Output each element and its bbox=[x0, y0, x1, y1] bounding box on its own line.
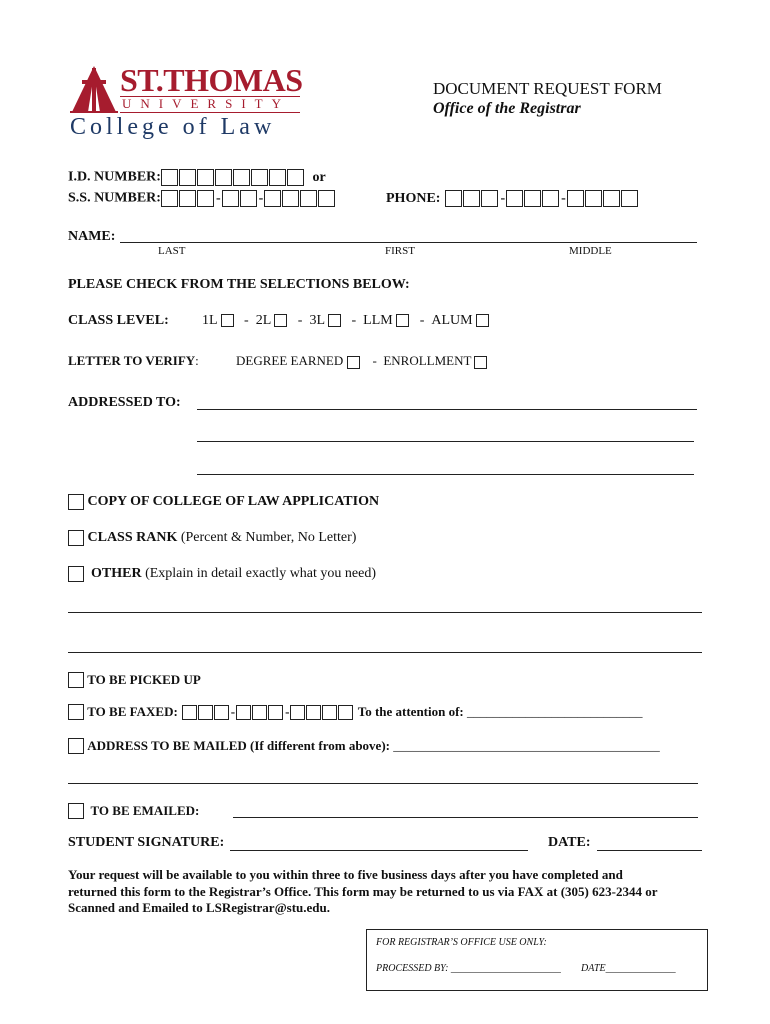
class-2l-label: 2L bbox=[255, 313, 271, 328]
faxed-checkbox[interactable] bbox=[68, 704, 84, 720]
office-use-box bbox=[366, 929, 708, 991]
mailed-label: ADDRESS TO BE MAILED (If different from above): bbox=[87, 738, 390, 754]
name-first-label: FIRST bbox=[385, 245, 415, 257]
class-3l-checkbox[interactable] bbox=[328, 314, 341, 327]
logo-university: UNIVERSITY bbox=[122, 96, 290, 111]
name-label: NAME: bbox=[68, 229, 116, 244]
mailed-extra-line[interactable] bbox=[68, 783, 698, 784]
id-number-label: I.D. NUMBER: bbox=[68, 169, 161, 185]
class-llm-label: LLM bbox=[363, 313, 393, 328]
name-middle-label: MIDDLE bbox=[569, 245, 612, 257]
other-line-1[interactable] bbox=[68, 612, 702, 613]
instructions: PLEASE CHECK FROM THE SELECTIONS BELOW: bbox=[68, 277, 410, 292]
name-line[interactable] bbox=[120, 242, 697, 243]
fax-cells-3[interactable] bbox=[290, 705, 354, 720]
enrollment-label: ENROLLMENT bbox=[383, 353, 472, 368]
other-row bbox=[68, 566, 376, 582]
other-line-2[interactable] bbox=[68, 652, 702, 653]
attention-line[interactable]: ___________________________ bbox=[467, 704, 643, 720]
fax-cells-2[interactable] bbox=[236, 705, 284, 720]
logo-name: ST.THOMAS bbox=[120, 62, 303, 98]
ss-number-cells-3[interactable] bbox=[264, 190, 336, 207]
class-level-options: 1L - 2L - 3L - LLM - ALUM bbox=[202, 313, 489, 329]
letter-verify-label bbox=[68, 353, 199, 369]
emailed-label: TO BE EMAILED: bbox=[90, 803, 200, 819]
phone-cells-3[interactable] bbox=[567, 190, 639, 207]
class-llm-checkbox[interactable] bbox=[396, 314, 409, 327]
class-2l-checkbox[interactable] bbox=[274, 314, 287, 327]
class-rank-note: (Percent & Number, No Letter) bbox=[180, 530, 357, 545]
class-1l-checkbox[interactable] bbox=[221, 314, 234, 327]
ss-number-cells-2[interactable] bbox=[222, 190, 258, 207]
copy-application-row bbox=[68, 494, 379, 510]
emailed-line[interactable] bbox=[233, 817, 698, 818]
degree-earned-checkbox[interactable] bbox=[347, 356, 360, 369]
class-level-label: CLASS LEVEL: bbox=[68, 313, 169, 328]
mailed-row bbox=[68, 737, 660, 754]
ss-number-cells[interactable] bbox=[161, 190, 215, 207]
picked-up-label: TO BE PICKED UP bbox=[87, 672, 201, 688]
enrollment-checkbox[interactable] bbox=[474, 356, 487, 369]
logo-rule-2 bbox=[120, 112, 300, 113]
faxed-label: TO BE FAXED: bbox=[87, 704, 178, 720]
class-3l-label: 3L bbox=[309, 313, 325, 328]
form-subtitle: Office of the Registrar bbox=[433, 100, 581, 117]
class-rank-label: CLASS RANK bbox=[87, 530, 178, 545]
copy-application-checkbox[interactable] bbox=[68, 494, 84, 510]
logo-mark-icon bbox=[70, 64, 118, 116]
date-label: DATE: bbox=[548, 835, 591, 850]
phone-row: PHONE: - - bbox=[386, 190, 639, 207]
id-number-row bbox=[68, 169, 326, 186]
ss-number-label: S.S. NUMBER: bbox=[68, 190, 161, 206]
notice-line-2: returned this form to the Registrar’s Office. This form may be returned to us via FAX at (305) 623-2344 or bbox=[68, 883, 658, 899]
addressed-to-label: ADDRESSED TO: bbox=[68, 395, 181, 410]
other-label: OTHER bbox=[91, 566, 142, 581]
letter-options: DEGREE EARNED - ENROLLMENT bbox=[236, 353, 487, 369]
copy-application-label: COPY OF COLLEGE OF LAW APPLICATION bbox=[87, 494, 380, 509]
form-title: DOCUMENT REQUEST FORM bbox=[433, 79, 662, 98]
phone-label: PHONE: bbox=[386, 190, 441, 206]
office-use-title: FOR REGISTRAR’S OFFICE USE ONLY: bbox=[376, 937, 547, 948]
fax-cells-1[interactable] bbox=[182, 705, 230, 720]
mailed-checkbox[interactable] bbox=[68, 738, 84, 754]
mailed-line[interactable]: _________________________________________ bbox=[393, 738, 660, 754]
name-last-label: LAST bbox=[158, 245, 186, 257]
degree-earned-label: DEGREE EARNED bbox=[236, 353, 344, 368]
other-note: (Explain in detail exactly what you need) bbox=[145, 566, 376, 581]
id-number-cells[interactable] bbox=[161, 169, 305, 186]
notice bbox=[68, 867, 657, 917]
office-date[interactable]: DATE______________ bbox=[581, 963, 676, 974]
addressed-line-1[interactable] bbox=[197, 409, 697, 410]
class-alum-checkbox[interactable] bbox=[476, 314, 489, 327]
processed-by[interactable]: PROCESSED BY: ______________________ bbox=[376, 963, 561, 974]
letter-verify-colon: : bbox=[195, 353, 199, 368]
signature-line[interactable] bbox=[230, 850, 528, 851]
emailed-checkbox[interactable] bbox=[68, 803, 84, 819]
class-rank-checkbox[interactable] bbox=[68, 530, 84, 546]
phone-cells-2[interactable] bbox=[506, 190, 560, 207]
phone-cells-1[interactable] bbox=[445, 190, 499, 207]
letter-verify-text: LETTER TO VERIFY bbox=[68, 353, 196, 368]
picked-up-row bbox=[68, 671, 201, 688]
class-alum-label: ALUM bbox=[431, 313, 473, 328]
notice-line-3: Scanned and Emailed to LSRegistrar@stu.edu. bbox=[68, 900, 331, 915]
addressed-line-2[interactable] bbox=[197, 441, 694, 442]
or-label: or bbox=[312, 169, 326, 185]
picked-up-checkbox[interactable] bbox=[68, 672, 84, 688]
faxed-row: TO BE FAXED: - - To the attention of: ___________________________ bbox=[68, 703, 643, 720]
ss-number-row: S.S. NUMBER: - - bbox=[68, 190, 336, 207]
attention-label: To the attention of: bbox=[357, 704, 464, 720]
logo bbox=[68, 62, 308, 142]
date-line[interactable] bbox=[597, 850, 702, 851]
class-rank-row bbox=[68, 530, 356, 546]
logo-college: College of Law bbox=[70, 114, 276, 140]
signature-label: STUDENT SIGNATURE: bbox=[68, 835, 225, 850]
emailed-row bbox=[68, 802, 199, 819]
other-checkbox[interactable] bbox=[68, 566, 84, 582]
notice-line-1: Your request will be available to you within three to five business days after you have completed and bbox=[68, 867, 623, 882]
addressed-line-3[interactable] bbox=[197, 474, 694, 475]
class-1l-label: 1L bbox=[202, 313, 218, 328]
